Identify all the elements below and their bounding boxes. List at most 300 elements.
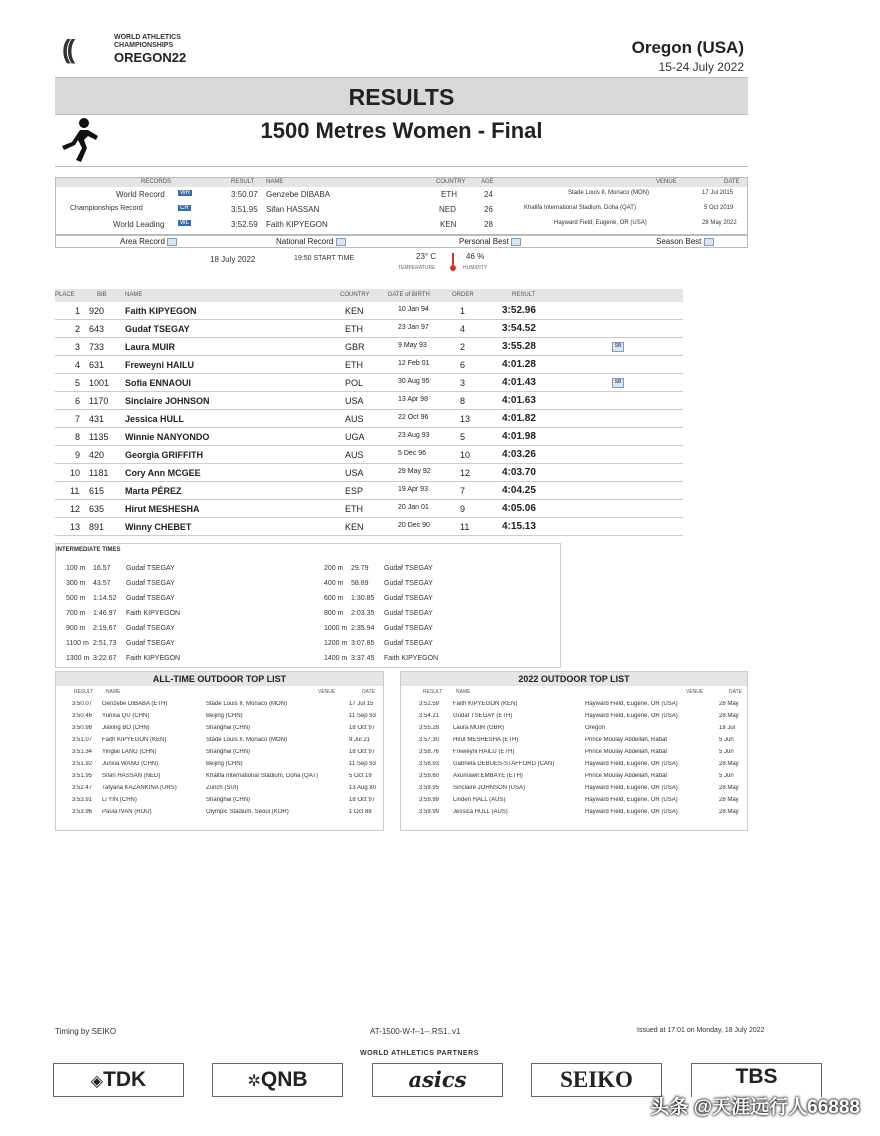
top-list-row [56, 784, 383, 795]
record-label: World Record [116, 190, 165, 199]
sponsor-asics-logo [372, 1063, 503, 1097]
result-country: ESP [345, 486, 364, 496]
result-country: KEN [345, 306, 364, 316]
top-list-2022-header [401, 688, 747, 697]
split-time: 3:37.45 [351, 655, 375, 662]
col-header: RESULT [74, 689, 94, 695]
split-distance: 400 m [324, 580, 344, 587]
result-name: Winny CHEBET [125, 522, 192, 532]
top-list-result: 3:50.98 [72, 725, 93, 731]
thermometer-icon [449, 252, 457, 272]
top-list-name: Jiaxing BO (CHN) [102, 725, 150, 731]
records-table [55, 177, 748, 235]
season-best-badge: SB [612, 342, 624, 352]
split-time: 3:22.67 [93, 655, 117, 662]
result-name: Georgia GRIFFITH [125, 450, 204, 460]
result-order: 12 [460, 468, 471, 478]
top-list-name: Laura MUIR (GBR) [453, 725, 505, 731]
legend-label: Area Record [120, 237, 165, 246]
result-country: ETH [345, 324, 363, 334]
result-country: USA [345, 468, 364, 478]
result-bib: 1181 [89, 468, 109, 478]
result-mark: 4:01.82 [502, 413, 536, 424]
top-list-result: 3:58.93 [419, 761, 440, 767]
record-row [56, 219, 747, 231]
col-header: RESULT [423, 689, 443, 695]
top-list-date: 18 Oct 97 [349, 725, 376, 731]
top-list-row [56, 760, 383, 771]
result-row [55, 465, 683, 482]
record-age: 24 [484, 190, 493, 199]
col-header: RECORDS [141, 179, 172, 185]
top-list-result: 3:51.34 [72, 749, 93, 755]
top-list-row [401, 784, 747, 795]
result-order: 4 [460, 324, 466, 334]
result-country: GBR [345, 342, 365, 352]
split-distance: 1400 m [324, 655, 348, 662]
record-venue: Stade Louis II, Monaco (MON) [568, 190, 650, 196]
sponsor-name: TBS [735, 1065, 778, 1088]
split-leader: Faith KIPYEGON [384, 655, 439, 662]
result-row [55, 411, 683, 428]
col-header: DATE of BIRTH [388, 292, 430, 298]
col-header: BIB [97, 292, 107, 298]
logo-line: CHAMPIONSHIPS [114, 42, 174, 49]
result-name: Sofia ENNAOUI [125, 378, 192, 388]
record-row [56, 189, 747, 201]
split-distance: 1300 m [66, 655, 90, 662]
top-list-venue: Stade Louis II, Monaco (MON) [206, 701, 288, 707]
result-place: 10 [70, 468, 81, 478]
top-list-name: Axumawit EMBAYE (ETH) [453, 773, 523, 779]
result-mark: 4:01.28 [502, 359, 536, 370]
top-list-result: 3:52.59 [419, 701, 440, 707]
top-list-date: 28 May [719, 761, 739, 767]
top-list-result: 3:51.95 [72, 773, 93, 779]
top-list-date: 28 May [719, 785, 739, 791]
result-row [55, 339, 683, 356]
top-list-date: 5 Jun [719, 773, 734, 779]
top-list-name: Sinclaire JOHNSON (USA) [453, 785, 526, 791]
top-list-venue: Beijing (CHN) [206, 713, 243, 719]
result-row [55, 303, 683, 320]
result-mark: 4:15.13 [502, 521, 536, 532]
record-result: 3:52.59 [231, 220, 258, 229]
result-row [55, 429, 683, 446]
tdk-mark-icon: ◈ [90, 1073, 104, 1090]
result-row [55, 519, 683, 536]
top-list-venue: Prince Moulay Abdellah, Rabat [585, 773, 668, 779]
result-name: Winnie NANYONDO [125, 432, 210, 442]
result-bib: 1135 [89, 432, 109, 442]
result-order: 8 [460, 396, 466, 406]
legend-national-record [276, 237, 346, 246]
col-header: DATE [729, 689, 742, 695]
top-list-2022 [400, 671, 748, 831]
top-list-date: 18 Oct 97 [349, 749, 376, 755]
record-country: KEN [440, 220, 457, 229]
split-leader: Gudaf TSEGAY [384, 610, 433, 617]
split-distance: 1100 m [66, 640, 89, 647]
top-list-date: 17 Jul 15 [349, 701, 374, 707]
top-list-2022-title: 2022 OUTDOOR TOP LIST [401, 672, 747, 686]
sponsor-name: SEIKO [560, 1067, 633, 1092]
split-time: 2:03.35 [351, 610, 375, 617]
sponsor-name: asics [408, 1067, 467, 1092]
result-place: 1 [75, 306, 81, 316]
result-dob: 30 Aug 95 [398, 378, 430, 385]
top-list-name: Yinglai LANG (CHN) [102, 749, 157, 755]
top-list-name: Faith KIPYEGON (KEN) [453, 701, 518, 707]
top-list-name: Junxia WANG (CHN) [102, 761, 159, 767]
top-list-venue: Hayward Field, Eugene, OR (USA) [585, 797, 678, 803]
split-distance: 200 m [324, 565, 344, 572]
result-dob: 29 May 92 [398, 468, 431, 475]
record-badge: WL [180, 220, 189, 226]
top-list-row [56, 736, 383, 747]
result-place: 5 [75, 378, 81, 388]
legend-square [167, 238, 177, 246]
record-types-legend [55, 235, 748, 248]
result-order: 3 [460, 378, 466, 388]
record-name: Genzebe DIBABA [266, 190, 331, 199]
record-venue: Khalifa International Stadium, Doha (QAT) [524, 205, 636, 211]
top-list-result: 3:53.96 [72, 809, 93, 815]
result-order: 9 [460, 504, 466, 514]
result-order: 6 [460, 360, 466, 370]
col-header: ORDER [452, 292, 474, 298]
col-header: PLACE [55, 292, 75, 298]
championship-logo [62, 30, 202, 70]
result-place: 6 [75, 396, 81, 406]
col-header: COUNTRY [436, 179, 466, 185]
legend-personal-best [459, 237, 521, 246]
result-name: Sinclaire JOHNSON [125, 396, 210, 406]
top-list-name: Yunxia QU (CHN) [102, 713, 150, 719]
split-leader: Gudaf TSEGAY [384, 580, 433, 587]
result-name: Cory Ann MCGEE [125, 468, 201, 478]
top-list-venue: Olympic Stadium, Seoul (KOR) [206, 809, 289, 815]
top-list-result: 3:50.07 [72, 701, 93, 707]
top-list-date: 9 Jul 21 [349, 737, 371, 743]
split-time: 29.79 [351, 565, 369, 572]
split-distance: 500 m [66, 595, 86, 602]
split-distance: 300 m [66, 580, 86, 587]
divider [55, 166, 748, 167]
result-mark: 4:03.26 [502, 449, 536, 460]
sponsor-seiko-logo [531, 1063, 662, 1097]
top-list-name: Sifan HASSAN (NED) [102, 773, 161, 779]
split-distance: 800 m [324, 610, 344, 617]
split-leader: Gudaf TSEGAY [384, 640, 433, 647]
split-distance: 600 m [324, 595, 344, 602]
result-order: 11 [460, 522, 470, 532]
intermediate-times [55, 543, 561, 668]
record-date: 5 Oct 2019 [704, 205, 734, 211]
top-list-venue: Khalifa International Stadium, Doha (QAT) [206, 773, 318, 779]
top-list-date: 1 Oct 88 [349, 809, 372, 815]
top-list-name: Genzebe DIBABA (ETH) [102, 701, 168, 707]
result-dob: 12 Feb 01 [398, 360, 430, 367]
col-header: DATE [362, 689, 375, 695]
result-name: Jessica HULL [125, 414, 185, 424]
result-place: 12 [70, 504, 81, 514]
result-dob: 23 Jan 97 [398, 324, 429, 331]
col-header: VENUE [318, 689, 336, 695]
partners-title: WORLD ATHLETICS PARTNERS [360, 1050, 479, 1057]
top-list-row [56, 796, 383, 807]
result-mark: 4:01.98 [502, 431, 536, 442]
top-list-date: 28 May [719, 797, 739, 803]
top-list-row [401, 736, 747, 747]
result-bib: 920 [89, 306, 105, 316]
top-list-result: 3:57.30 [419, 737, 440, 743]
result-name: Marta PÉREZ [125, 486, 182, 496]
intermediate-title: INTERMEDIATE TIMES [56, 547, 121, 553]
event-dates: 15-24 July 2022 [658, 60, 744, 74]
result-place: 2 [75, 324, 81, 334]
top-list-name: Hirut MESHESHA (ETH) [453, 737, 519, 743]
top-list-result: 3:53.91 [72, 797, 93, 803]
result-country: ETH [345, 360, 363, 370]
result-place: 3 [75, 342, 81, 352]
record-country: ETH [441, 190, 457, 199]
split-distance: 900 m [66, 625, 86, 632]
top-list-row [401, 724, 747, 735]
split-leader: Gudaf TSEGAY [126, 580, 175, 587]
top-list-date: 5 Oct 19 [349, 773, 372, 779]
alltime-title: ALL-TIME OUTDOOR TOP LIST [56, 672, 383, 686]
top-list-name: Tatyana KAZANKINA (URS) [102, 785, 177, 791]
result-row [55, 501, 683, 518]
top-list-row [56, 700, 383, 711]
split-leader: Gudaf TSEGAY [384, 625, 433, 632]
top-list-row [401, 772, 747, 783]
split-time: 2:19.67 [93, 625, 117, 632]
split-time: 16.57 [93, 565, 111, 572]
legend-label: Personal Best [459, 237, 509, 246]
top-list-result: 3:51.07 [72, 737, 93, 743]
top-list-result: 3:55.28 [419, 725, 440, 731]
col-header: VENUE [686, 689, 704, 695]
top-list-date: 13 Aug 80 [349, 785, 377, 791]
result-bib: 631 [89, 360, 105, 370]
record-venue: Hayward Field, Eugene, OR (USA) [554, 220, 647, 226]
legend-label: Season Best [656, 237, 702, 246]
split-leader: Gudaf TSEGAY [126, 640, 175, 647]
legend-label: National Record [276, 237, 334, 246]
record-result: 3:51.95 [231, 205, 258, 214]
top-list-row [56, 748, 383, 759]
result-mark: 4:03.70 [502, 467, 536, 478]
top-list-row [401, 796, 747, 807]
result-country: POL [345, 378, 364, 388]
top-list-venue: Prince Moulay Abdellah, Rabat [585, 749, 668, 755]
top-list-venue: Beijing (CHN) [206, 761, 243, 767]
result-row [55, 321, 683, 338]
result-name: Faith KIPYEGON [125, 306, 197, 316]
split-leader: Gudaf TSEGAY [126, 625, 175, 632]
top-list-date: 28 May [719, 809, 739, 815]
top-list-result: 3:51.92 [72, 761, 93, 767]
result-name: Gudaf TSEGAY [125, 324, 190, 334]
legend-season-best [656, 237, 714, 246]
result-place: 9 [75, 450, 81, 460]
result-mark: 4:01.63 [502, 395, 536, 406]
race-date: 18 July 2022 [210, 255, 256, 264]
result-bib: 1001 [89, 378, 110, 388]
logo-text [114, 34, 181, 50]
top-list-date: 18 Jul [719, 725, 736, 731]
record-name: Sifan HASSAN [266, 205, 320, 214]
result-place: 8 [75, 432, 81, 442]
record-row [56, 204, 747, 216]
record-result: 3:50.07 [231, 190, 258, 199]
sponsor-qnb-logo [212, 1063, 343, 1097]
split-distance: 100 m [66, 565, 86, 572]
logo-mark-icon: (( [62, 34, 72, 64]
top-list-row [56, 772, 383, 783]
col-header: NAME [125, 292, 143, 298]
legend-square [336, 238, 346, 246]
venue: Oregon (USA) [631, 38, 744, 57]
top-list-venue: Hayward Field, Eugene, OR (USA) [585, 701, 678, 707]
split-leader: Faith KIPYEGON [126, 610, 181, 617]
split-time: 2:35.94 [351, 625, 375, 632]
col-header: VENUE [656, 179, 677, 185]
top-list-row [56, 712, 383, 723]
humidity: 46 % [466, 252, 485, 261]
split-time: 1:14.52 [93, 595, 117, 602]
top-list-result: 3:50.46 [72, 713, 93, 719]
top-list-row [401, 712, 747, 723]
result-bib: 615 [89, 486, 105, 496]
result-bib: 1170 [89, 396, 109, 406]
result-dob: 10 Jan 94 [398, 306, 429, 313]
result-name: Hirut MESHESHA [125, 504, 200, 514]
col-header: NAME [456, 689, 471, 695]
result-place: 4 [75, 360, 81, 370]
result-place: 7 [75, 414, 81, 424]
result-name: Laura MUIR [125, 342, 176, 352]
result-dob: 5 Dec 96 [398, 450, 427, 457]
legend-square [511, 238, 521, 246]
start-time: 19:50 START TIME [294, 255, 355, 262]
result-bib: 891 [89, 522, 105, 532]
col-header: RESULT [231, 179, 255, 185]
result-bib: 733 [89, 342, 105, 352]
col-header: RESULT [512, 292, 536, 298]
top-list-row [401, 760, 747, 771]
result-dob: 9 May 93 [398, 342, 427, 349]
top-list-row [401, 748, 747, 759]
top-list-name: Freweyni HAILU (ETH) [453, 749, 515, 755]
top-list-date: 18 Oct 97 [349, 797, 376, 803]
result-row [55, 447, 683, 464]
top-list-result: 3:54.21 [419, 713, 440, 719]
legend-area-record [120, 237, 177, 246]
top-list-result: 3:59.95 [419, 785, 440, 791]
record-country: NED [439, 205, 456, 214]
result-place: 13 [70, 522, 81, 532]
top-list-name: Linden HALL (AUS) [453, 797, 506, 803]
record-age: 26 [484, 205, 493, 214]
top-list-row [401, 808, 747, 819]
col-header: NAME [266, 179, 284, 185]
col-header: COUNTRY [340, 292, 370, 298]
record-name: Faith KIPYEGON [266, 220, 328, 229]
top-list-name: Li YIN (CHN) [102, 797, 137, 803]
watermark: 头条 @天涯远行人66888 [650, 1097, 860, 1118]
result-mark: 3:55.28 [502, 341, 536, 352]
result-country: AUS [345, 414, 364, 424]
split-time: 43.57 [93, 580, 111, 587]
alltime-header [56, 688, 383, 697]
split-leader: Gudaf TSEGAY [126, 565, 175, 572]
result-dob: 20 Dec 90 [398, 522, 430, 529]
result-place: 11 [70, 486, 80, 496]
top-list-result: 3:52.47 [72, 785, 93, 791]
result-order: 1 [460, 306, 466, 316]
top-list-name: Faith KIPYEGON (KEN) [102, 737, 167, 743]
result-name: Freweyni HAILU [125, 360, 195, 370]
result-row [55, 483, 683, 500]
result-mark: 3:52.96 [502, 305, 536, 316]
top-list-result: 3:59.99 [419, 797, 440, 803]
record-badge: CR [180, 205, 189, 211]
result-bib: 431 [89, 414, 105, 424]
col-header: DATE [724, 179, 740, 185]
result-dob: 23 Aug 93 [398, 432, 430, 439]
split-leader: Faith KIPYEGON [126, 655, 181, 662]
top-list-name: Jessica HULL (AUS) [453, 809, 508, 815]
top-list-name: Gudaf TSEGAY (ETH) [453, 713, 513, 719]
timing-credit: Timing by SEIKO [55, 1027, 117, 1036]
top-list-date: 5 Jun [719, 749, 734, 755]
temperature-label: TEMPERATURE [398, 265, 436, 271]
top-list-venue: Hayward Field, Eugene, OR (USA) [585, 785, 678, 791]
result-dob: 20 Jan 01 [398, 504, 429, 511]
top-list-row [401, 700, 747, 711]
result-country: USA [345, 396, 364, 406]
split-leader: Gudaf TSEGAY [384, 595, 433, 602]
qnb-mark-icon: ✲ [247, 1073, 261, 1090]
result-mark: 4:01.43 [502, 377, 536, 388]
top-list-name: Paula IVAN (ROU) [102, 809, 152, 815]
result-dob: 22 Oct 96 [398, 414, 429, 421]
sponsor-name: QNB [260, 1068, 308, 1091]
record-age: 28 [484, 220, 493, 229]
result-dob: 13 Apr 98 [398, 396, 428, 403]
split-time: 2:51.73 [93, 640, 117, 647]
top-list-venue: Shanghai (CHN) [206, 749, 251, 755]
result-order: 2 [460, 342, 466, 352]
result-row [55, 393, 683, 410]
top-list-venue: Shanghai (CHN) [206, 797, 251, 803]
record-date: 17 Jul 2015 [702, 190, 734, 196]
result-order: 13 [460, 414, 471, 424]
result-country: ETH [345, 504, 363, 514]
record-date: 28 May 2022 [702, 220, 737, 226]
top-list-venue: Hayward Field, Eugene, OR (USA) [585, 809, 678, 815]
alltime-top-list [55, 671, 384, 831]
result-country: KEN [345, 522, 364, 532]
top-list-date: 28 May [719, 701, 739, 707]
split-time: 1:46.97 [93, 610, 117, 617]
results-header [55, 289, 683, 302]
result-mark: 3:54.52 [502, 323, 536, 334]
logo-line: WORLD ATHLETICS [114, 34, 181, 41]
